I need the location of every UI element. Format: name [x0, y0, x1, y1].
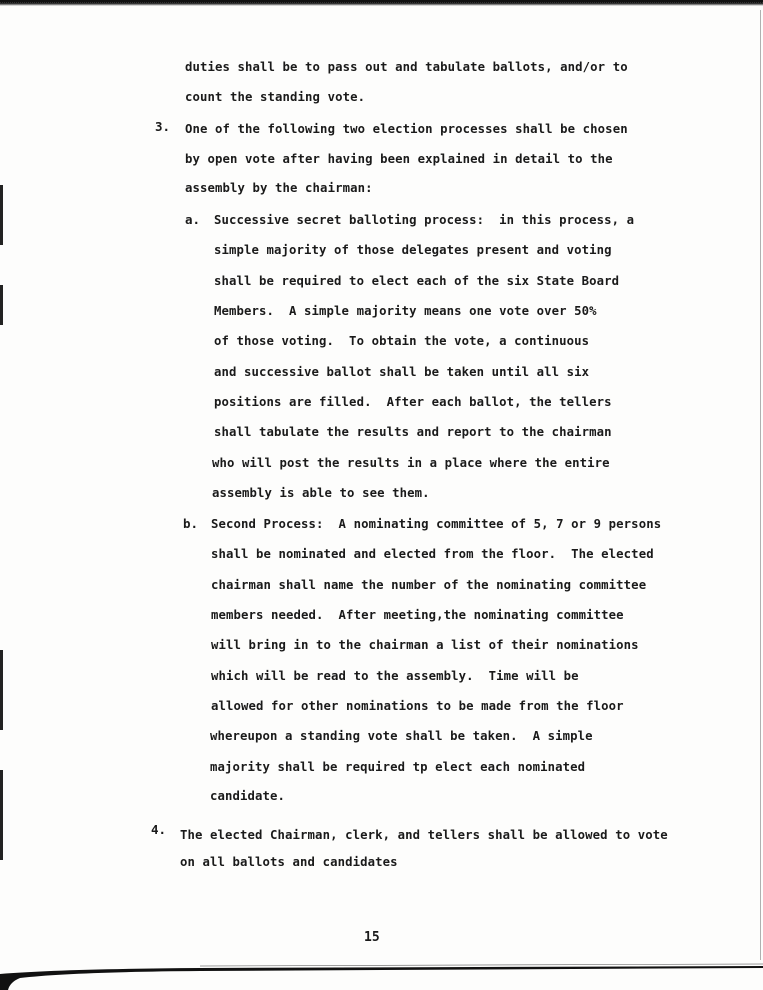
text-line: candidate.	[210, 789, 286, 803]
scan-right-edge	[760, 10, 761, 960]
text-line: of those voting. To obtain the vote, a continuous	[214, 334, 590, 348]
text-line: who will post the results in a place where the entire	[212, 456, 610, 470]
text-line: The elected Chairman, clerk, and tellers shall be allowed to vote	[180, 828, 668, 842]
text-line: Members. A simple majority means one vote over 50%	[214, 304, 597, 318]
text-line: whereupon a standing vote shall be taken. A simple	[210, 729, 593, 743]
text-line: chairman shall name the number of the nominating committee	[211, 578, 647, 592]
text-line: duties shall be to pass out and tabulate ballots, and/or to	[185, 60, 628, 74]
item-letter-a: a.	[185, 212, 201, 227]
text-line: assembly by the chairman:	[185, 181, 373, 195]
scan-left-mark	[0, 185, 3, 245]
text-line: which will be read to the assembly. Time will be	[211, 669, 579, 683]
text-line: by open vote after having been explained in detail to the	[185, 152, 613, 166]
text-line: members needed. After meeting,the nominating committee	[211, 608, 624, 622]
scan-left-mark	[0, 650, 3, 730]
text-line: count the standing vote.	[185, 90, 366, 104]
text-line: shall tabulate the results and report to the chairman	[214, 425, 612, 439]
scan-top-dots	[0, 2, 763, 4]
text-line: shall be required to elect each of the six State Board	[214, 274, 620, 288]
text-line: Second Process: A nominating committee of 5, 7 or 9 persons	[211, 517, 662, 531]
scan-left-mark	[0, 285, 3, 325]
text-line: on all ballots and candidates	[180, 855, 398, 869]
text-line: positions are filled. After each ballot, the tellers	[214, 395, 612, 409]
text-line: simple majority of those delegates present and voting	[214, 243, 612, 257]
scan-bottom-edge	[0, 960, 763, 990]
text-line: assembly is able to see them.	[212, 486, 430, 500]
item-number-3: 3.	[155, 119, 171, 134]
item-number-4: 4.	[151, 822, 167, 837]
item-letter-b: b.	[183, 516, 199, 531]
text-line: will bring in to the chairman a list of their nominations	[211, 638, 639, 652]
text-line: shall be nominated and elected from the floor. The elected	[211, 547, 654, 561]
text-line: Successive secret balloting process: in this process, a	[214, 213, 635, 227]
text-line: One of the following two election processes shall be chosen	[185, 122, 628, 136]
page-number: 15	[364, 930, 380, 945]
text-line: and successive ballot shall be taken until all six	[214, 365, 590, 379]
text-line: allowed for other nominations to be made from the floor	[211, 699, 624, 713]
scan-left-mark	[0, 770, 3, 860]
text-line: majority shall be required tp elect each nominated	[210, 760, 586, 774]
